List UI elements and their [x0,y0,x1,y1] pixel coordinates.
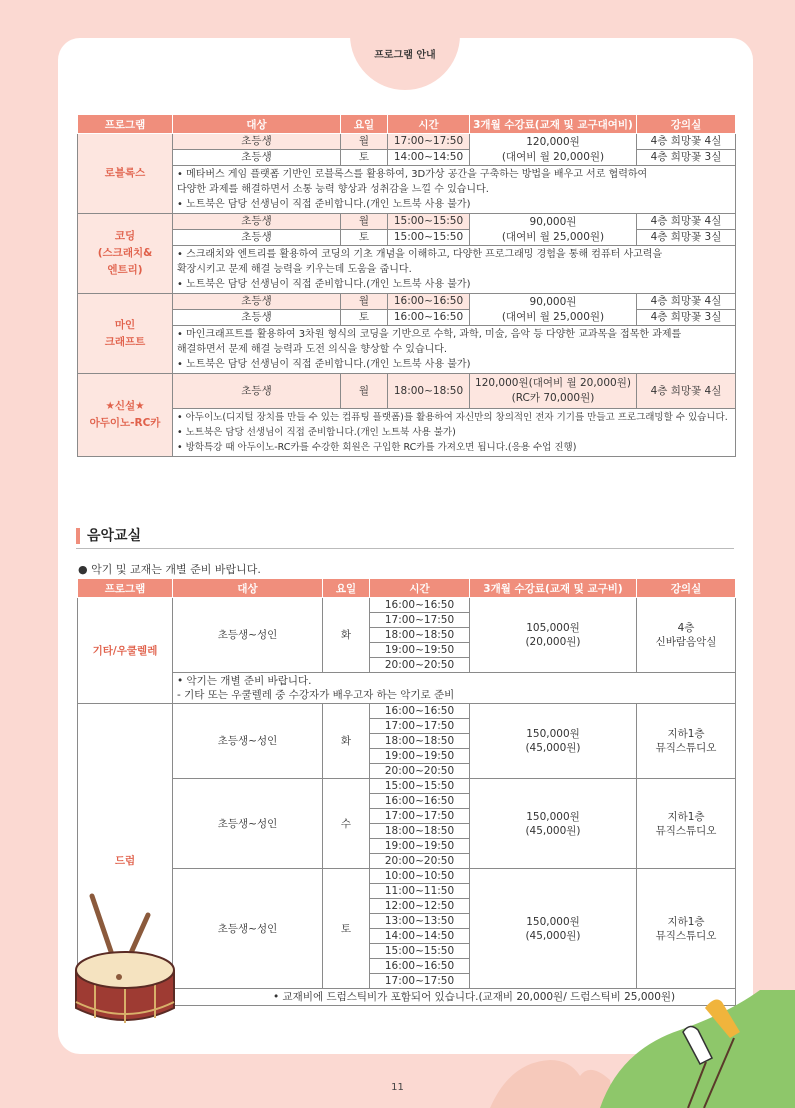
cell-time: 16:00~16:50 [388,294,470,310]
cell-day: 수 [323,779,370,869]
cell-time: 20:00~20:50 [370,854,470,869]
cell-day: 월 [341,214,388,230]
cell-room: 지하1층 뮤직스튜디오 [637,704,736,779]
cell-room: 4층 희망꽃 4실 [637,134,736,150]
cell-target: 초등생~성인 [173,869,323,989]
cell-time: 19:00~19:50 [370,643,470,658]
cell-fee: 105,000원 (20,000원) [470,598,637,673]
table-row [78,409,736,457]
cell-target: 초등생 [173,294,341,310]
cell-target: 초등생 [173,134,341,150]
page-number: 11 [391,1082,404,1093]
cell-time: 19:00~19:50 [370,839,470,854]
program-description: • 교재비에 드럼스틱비가 포함되어 있습니다.(교재비 20,000원/ 드럼스틱비 25,000원) [173,989,736,1006]
table-row [78,704,736,719]
cell-time: 15:00~15:50 [388,230,470,246]
header-program: 프로그램 [78,115,173,134]
program-name-coding: 코딩 (스크래치& 엔트리) [78,214,173,294]
cell-time: 16:00~16:50 [388,310,470,326]
cell-time: 17:00~17:50 [370,719,470,734]
program-name-drum: 드럼 [78,704,173,1006]
header-target: 대상 [173,579,323,598]
cell-time: 17:00~17:50 [370,809,470,824]
cell-room: 4층 희망꽃 4실 [637,374,736,409]
cell-target: 초등생 [173,310,341,326]
cell-fee: 150,000원 (45,000원) [470,779,637,869]
section-title-music: 음악교실 [76,528,141,544]
program-name-guitar: 기타/우쿨렐레 [78,598,173,704]
table-row [78,673,736,704]
drum-icon [70,890,180,1030]
program-name-minecraft: 마인 크래프트 [78,294,173,374]
table-row [78,214,736,230]
program-description: • 메타버스 게임 플랫폼 기반인 로블록스를 활용하여, 3D가상 공간을 구축하는 방법을 배우고 서로 협력하여 다양한 과제를 해결하면서 소통 능력 향상과 성취감을 느낄 수 있습니다. • 노트북은 담당 선생님이 직접 준비합니다.(개인 노트북 사용 불가) [173,166,736,214]
cell-day: 월 [341,374,388,409]
cell-time: 17:00~17:50 [370,974,470,989]
header-fee: 3개월 수강료(교재 및 교구비) [470,579,637,598]
cell-day: 월 [341,134,388,150]
header-program: 프로그램 [78,579,173,598]
cell-time: 13:00~13:50 [370,914,470,929]
cell-fee: 90,000원 (대여비 월 25,000원) [470,294,637,326]
table-row [78,134,736,150]
cell-day: 토 [323,869,370,989]
cell-time: 16:00~16:50 [370,959,470,974]
cell-time: 18:00~18:50 [370,628,470,643]
cell-target: 초등생 [173,230,341,246]
cell-time: 16:00~16:50 [370,598,470,613]
header-day: 요일 [323,579,370,598]
cell-time: 11:00~11:50 [370,884,470,899]
cell-fee: 150,000원 (45,000원) [470,704,637,779]
cell-target: 초등생 [173,214,341,230]
cell-time: 12:00~12:50 [370,899,470,914]
cell-time: 17:00~17:50 [370,613,470,628]
table-row [78,166,736,214]
cell-time: 17:00~17:50 [388,134,470,150]
table-header-row [78,579,736,598]
cell-fee: 90,000원 (대여비 월 25,000원) [470,214,637,246]
cell-time: 14:00~14:50 [388,150,470,166]
cell-time: 15:00~15:50 [370,779,470,794]
cell-fee: 150,000원 (45,000원) [470,869,637,989]
header-day: 요일 [341,115,388,134]
cell-time: 19:00~19:50 [370,749,470,764]
cell-time: 16:00~16:50 [370,794,470,809]
cell-time: 15:00~15:50 [370,944,470,959]
cell-room: 4층 신바람음악실 [637,598,736,673]
cell-time: 20:00~20:50 [370,764,470,779]
table-row [78,294,736,310]
program-name-arduino: ★신설★ 아두이노-RC카 [78,374,173,457]
table-row [78,869,736,884]
program-description: • 스크래치와 엔트리를 활용하여 코딩의 기초 개념을 이해하고, 다양한 프로그래밍 경험을 통해 컴퓨터 사고력을 확장시키고 문제 해결 능력을 키우는데 도움을 줍니다. • 노트북은 담당 선생님이 직접 준비합니다.(개인 노트북 사용 불가) [173,246,736,294]
cell-day: 화 [323,598,370,673]
header-time: 시간 [388,115,470,134]
cell-time: 18:00~18:50 [370,824,470,839]
cell-target: 초등생 [173,150,341,166]
table-row [78,246,736,294]
cell-day: 화 [323,704,370,779]
cell-time: 16:00~16:50 [370,704,470,719]
table-row [78,598,736,613]
cell-room: 4층 희망꽃 4실 [637,214,736,230]
page-title: 프로그램 안내 [374,50,436,61]
cell-room: 4층 희망꽃 4실 [637,294,736,310]
header-target: 대상 [173,115,341,134]
table-row [78,374,736,409]
program-description: • 마인크래프트를 활용하여 3차원 형식의 코딩을 기반으로 수학, 과학, 미술, 음악 등 다양한 교과목을 접목한 과제를 해결하면서 문제 해결 능력과 도전 의식을 향상할 수 있습니다. • 노트북은 담당 선생님이 직접 준비합니다.(개인 노트북 사용 불가) [173,326,736,374]
program-description: • 아두이노(디지털 장치를 만들 수 있는 컴퓨팅 플랫폼)를 활용하여 자신만의 창의적인 전자 기기를 만들고 프로그래밍할 수 있습니다. • 노트북은 담당 선생님이 직접 준비합니다.(개인 노트북 사용 불가) • 방학특강 때 아두이노-RC카를 수강한 회원은 구입한 RC카를 가져오면 됩니다.(응용 수업 진행) [173,409,736,457]
table-row [78,326,736,374]
program-name-roblox: 로블록스 [78,134,173,214]
cell-fee: 120,000원(대여비 월 20,000원) (RC카 70,000원) [470,374,637,409]
cell-time: 18:00~18:50 [388,374,470,409]
header-room: 강의실 [637,579,736,598]
header-time: 시간 [370,579,470,598]
table-row [78,230,736,246]
cell-room: 지하1층 뮤직스튜디오 [637,779,736,869]
cell-target: 초등생~성인 [173,598,323,673]
cell-room: 지하1층 뮤직스튜디오 [637,869,736,989]
cell-time: 20:00~20:50 [370,658,470,673]
header-fee: 3개월 수강료(교재 및 교구대여비) [470,115,637,134]
cell-day: 토 [341,310,388,326]
cell-day: 토 [341,150,388,166]
table-row [78,779,736,794]
cell-day: 토 [341,230,388,246]
music-note: ● 악기 및 교재는 개별 준비 바랍니다. [78,563,261,576]
cell-time: 15:00~15:50 [388,214,470,230]
cell-target: 초등생~성인 [173,779,323,869]
section-divider [76,548,734,549]
cell-time: 18:00~18:50 [370,734,470,749]
cell-target: 초등생 [173,374,341,409]
table-row [78,310,736,326]
cell-day: 월 [341,294,388,310]
cell-room: 4층 희망꽃 3실 [637,150,736,166]
cell-time: 10:00~10:50 [370,869,470,884]
cell-target: 초등생~성인 [173,704,323,779]
cell-fee: 120,000원 (대여비 월 20,000원) [470,134,637,166]
table-row [78,150,736,166]
program-description: • 악기는 개별 준비 바랍니다. - 기타 또는 우쿨렐레 중 수강자가 배우고자 하는 악기로 준비 [173,673,736,704]
cell-room: 4층 희망꽃 3실 [637,230,736,246]
coding-program-table [77,114,736,457]
table-header-row [78,115,736,134]
cell-time: 14:00~14:50 [370,929,470,944]
header-room: 강의실 [637,115,736,134]
cell-room: 4층 희망꽃 3실 [637,310,736,326]
